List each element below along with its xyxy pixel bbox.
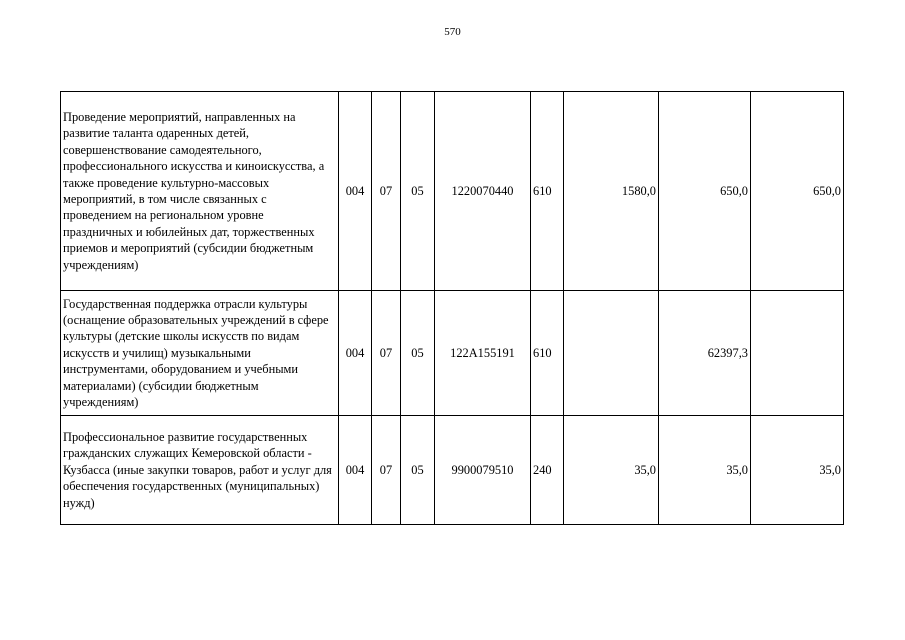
subsection-code: 05 (401, 416, 435, 525)
target-article-code: 122А155191 (435, 291, 531, 416)
amount-year-1 (564, 291, 659, 416)
amount-year-1: 35,0 (564, 416, 659, 525)
budget-table (60, 91, 844, 525)
ministry-code: 004 (339, 416, 372, 525)
table-row (61, 92, 844, 291)
section-code: 07 (372, 92, 401, 291)
expense-type-code: 610 (531, 291, 564, 416)
amount-year-2: 35,0 (659, 416, 751, 525)
expense-description: Профессиональное развитие государственных гражданских служащих Кемеровской области - Кузбасса (иные закупки товаров, работ и услуг для обеспечения государственных (муниципальных) нужд) (61, 416, 339, 525)
expense-description: Государственная поддержка отрасли культуры (оснащение образовательных учреждений в сфере культуры (детские школы искусств по видам искусств и училищ) музыкальными инструментами, оборудованием и учебными материалами) (субсидии бюджетным учреждениям) (61, 291, 339, 416)
amount-year-3 (751, 291, 844, 416)
subsection-code: 05 (401, 291, 435, 416)
page-number: 570 (444, 26, 461, 38)
amount-year-3: 35,0 (751, 416, 844, 525)
expense-type-code: 610 (531, 92, 564, 291)
ministry-code: 004 (339, 92, 372, 291)
section-code: 07 (372, 291, 401, 416)
amount-year-1: 1580,0 (564, 92, 659, 291)
expense-description: Проведение мероприятий, направленных на развитие таланта одаренных детей, совершенствование самодеятельного, профессионального искусства и киноискусства, а также проведение культурно-массовых мероприятий, в том числе связанных с проведением на региональном уровне праздничных и юбилейных дат, торжественных приемов и мероприятий (субсидии бюджетным учреждениям) (61, 92, 339, 291)
expense-type-code: 240 (531, 416, 564, 525)
amount-year-2: 650,0 (659, 92, 751, 291)
amount-year-2: 62397,3 (659, 291, 751, 416)
table-row (61, 291, 844, 416)
section-code: 07 (372, 416, 401, 525)
ministry-code: 004 (339, 291, 372, 416)
target-article-code: 9900079510 (435, 416, 531, 525)
table-row (61, 416, 844, 525)
target-article-code: 1220070440 (435, 92, 531, 291)
amount-year-3: 650,0 (751, 92, 844, 291)
subsection-code: 05 (401, 92, 435, 291)
